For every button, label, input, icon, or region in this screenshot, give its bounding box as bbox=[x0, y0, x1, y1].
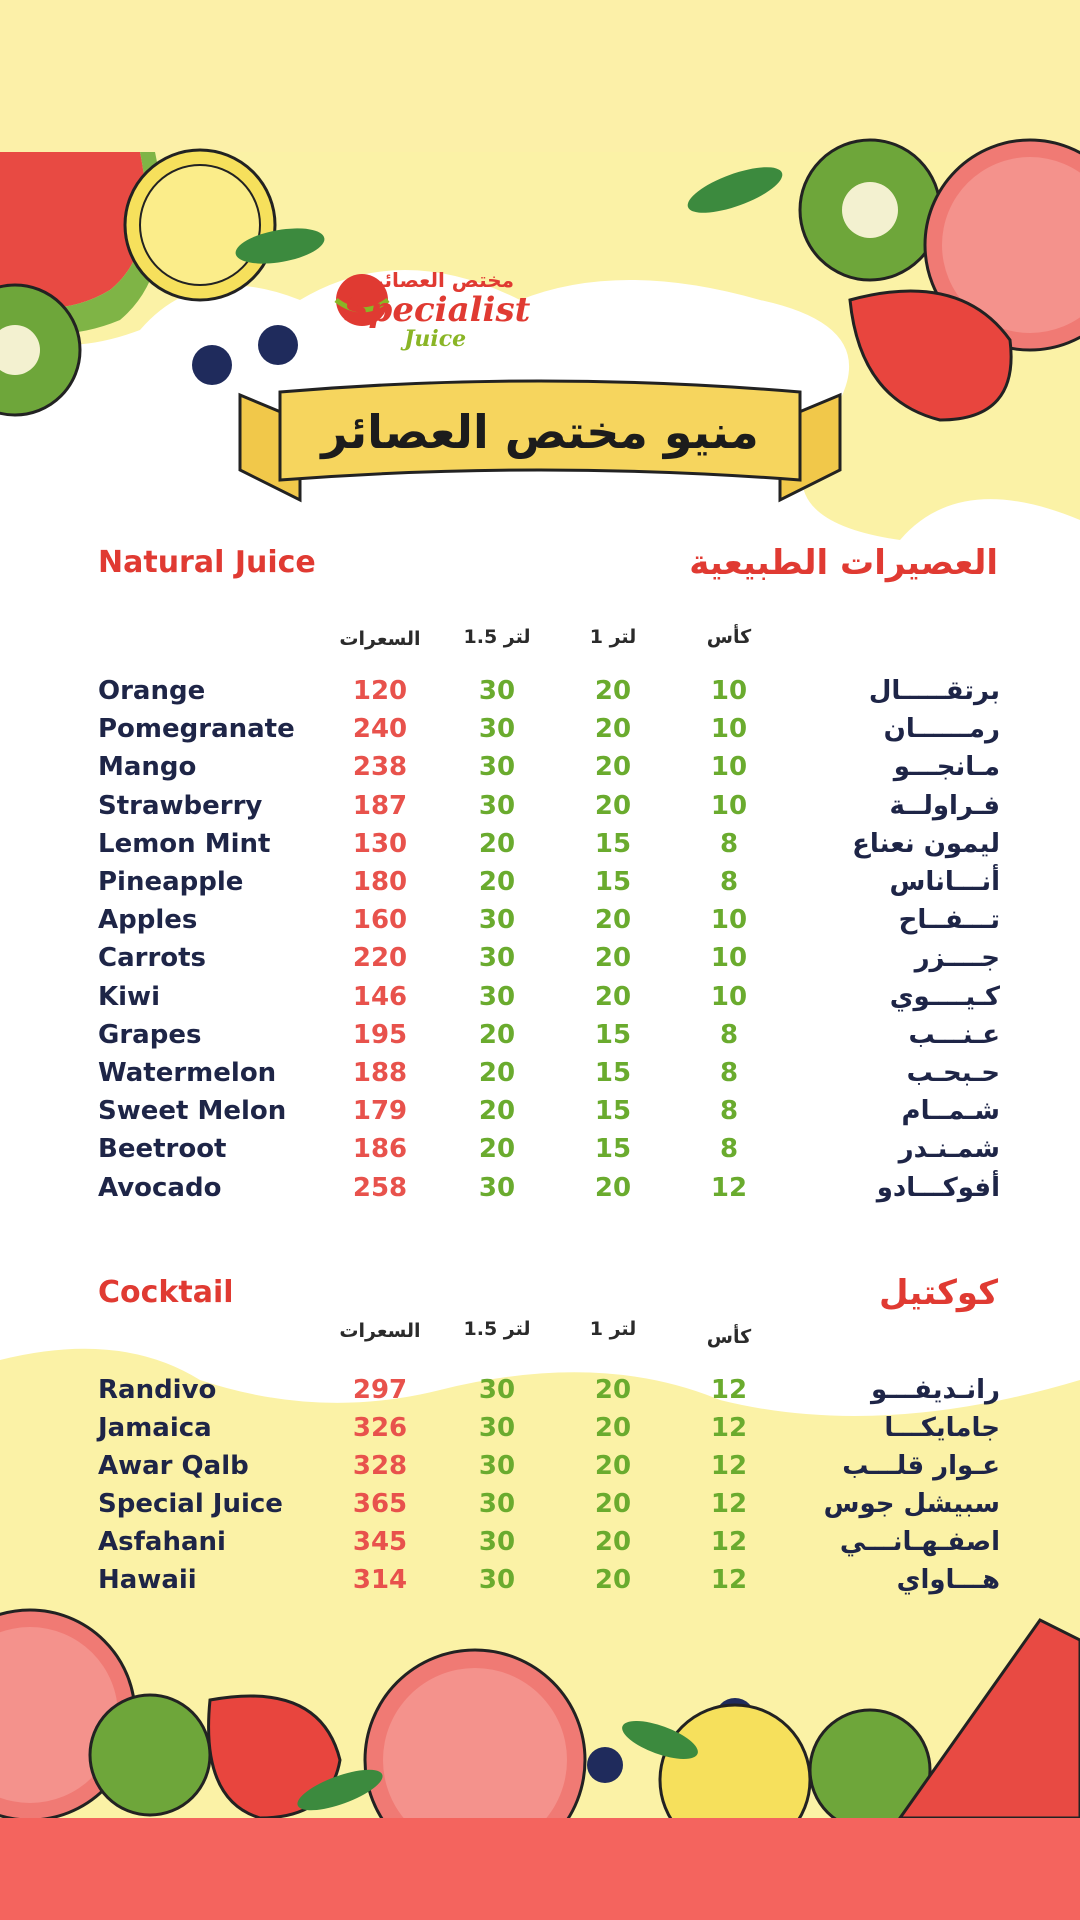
natural-juice-heading-ar: العصيرات الطبيعية bbox=[689, 543, 998, 583]
menu-row bbox=[0, 901, 1080, 939]
menu-row bbox=[0, 1130, 1080, 1168]
menu-row bbox=[0, 939, 1080, 977]
item-name-en: Awar Qalb bbox=[98, 1451, 249, 1481]
item-price-cup: 10 bbox=[710, 676, 748, 706]
item-name-en: Sweet Melon bbox=[98, 1096, 287, 1127]
item-calories: 314 bbox=[352, 1565, 408, 1595]
item-price-1-5-liter: 30 bbox=[478, 1489, 516, 1519]
item-price-1-liter: 20 bbox=[594, 1527, 632, 1557]
col-header-1-liter: 1 لتر bbox=[589, 1318, 637, 1340]
item-name-en: Apples bbox=[98, 905, 198, 936]
item-name-en: Beetroot bbox=[98, 1134, 227, 1165]
item-price-1-liter: 20 bbox=[594, 676, 632, 706]
item-name-en: Orange bbox=[98, 676, 206, 706]
item-price-1-liter: 15 bbox=[594, 867, 632, 897]
item-price-1-liter: 15 bbox=[594, 1019, 632, 1050]
menu-row bbox=[0, 978, 1080, 1016]
item-name-ar: جــــزر bbox=[914, 943, 1000, 974]
item-name-ar: تـــفــاح bbox=[898, 905, 1000, 936]
item-name-en: Pineapple bbox=[98, 867, 244, 897]
item-price-1-liter: 20 bbox=[594, 943, 632, 974]
menu-row bbox=[0, 1092, 1080, 1130]
item-name-en: Lemon Mint bbox=[98, 828, 271, 859]
item-calories: 187 bbox=[352, 790, 408, 821]
item-price-1-5-liter: 20 bbox=[478, 1019, 516, 1050]
item-calories: 220 bbox=[352, 943, 408, 974]
item-price-1-liter: 20 bbox=[594, 981, 632, 1012]
bottom-band bbox=[0, 1818, 1080, 1920]
item-calories: 328 bbox=[352, 1451, 408, 1481]
item-calories: 195 bbox=[352, 1019, 408, 1050]
item-calories: 258 bbox=[352, 1172, 408, 1203]
item-name-ar: رمــــــان bbox=[883, 714, 1000, 745]
brand-arabic-name: مختص العصائر bbox=[372, 268, 515, 292]
item-price-cup: 8 bbox=[719, 1019, 739, 1050]
item-price-1-5-liter: 30 bbox=[478, 752, 516, 783]
item-name-en: Watermelon bbox=[98, 1058, 277, 1088]
item-name-ar: ليمون نعناع bbox=[852, 828, 1000, 859]
item-price-cup: 10 bbox=[710, 905, 748, 936]
item-name-en: Grapes bbox=[98, 1019, 202, 1050]
item-name-en: Carrots bbox=[98, 943, 207, 974]
col-header-calories: السعرات bbox=[339, 628, 421, 650]
item-name-en: Jamaica bbox=[98, 1413, 212, 1443]
item-price-1-5-liter: 20 bbox=[478, 867, 516, 897]
item-name-ar: هـــاواي bbox=[896, 1565, 1000, 1595]
item-name-en: Hawaii bbox=[98, 1565, 197, 1595]
item-calories: 180 bbox=[352, 867, 408, 897]
item-price-cup: 12 bbox=[710, 1489, 748, 1519]
item-price-1-5-liter: 30 bbox=[478, 1527, 516, 1557]
item-name-en: Mango bbox=[98, 752, 197, 783]
item-price-1-5-liter: 20 bbox=[478, 828, 516, 859]
item-calories: 179 bbox=[352, 1096, 408, 1127]
item-price-1-liter: 20 bbox=[594, 905, 632, 936]
item-price-1-5-liter: 30 bbox=[478, 1565, 516, 1595]
item-price-cup: 12 bbox=[710, 1565, 748, 1595]
item-calories: 186 bbox=[352, 1134, 408, 1165]
menu-row bbox=[0, 1447, 1080, 1485]
item-calories: 365 bbox=[352, 1489, 408, 1519]
item-name-ar: عـنـــب bbox=[908, 1019, 1000, 1050]
item-price-cup: 10 bbox=[710, 943, 748, 974]
col-header-1-liter: 1 لتر bbox=[589, 626, 637, 648]
item-price-cup: 12 bbox=[710, 1375, 748, 1405]
menu-banner-title: منيو مختص العصائر bbox=[321, 405, 759, 459]
item-price-cup: 8 bbox=[719, 867, 739, 897]
item-price-1-liter: 15 bbox=[594, 1058, 632, 1088]
item-price-cup: 8 bbox=[719, 1134, 739, 1165]
item-price-cup: 8 bbox=[719, 828, 739, 859]
item-price-cup: 8 bbox=[719, 1096, 739, 1127]
cocktail-heading-ar: كوكتيل bbox=[879, 1273, 998, 1313]
item-price-cup: 10 bbox=[710, 981, 748, 1012]
item-price-1-5-liter: 30 bbox=[478, 714, 516, 745]
item-price-1-5-liter: 30 bbox=[478, 943, 516, 974]
menu-row bbox=[0, 672, 1080, 710]
col-header-cup: كأس bbox=[706, 626, 752, 648]
item-calories: 160 bbox=[352, 905, 408, 936]
item-name-ar: اصفـهـانـــي bbox=[839, 1527, 1000, 1557]
item-name-ar: أنـــاناس bbox=[889, 867, 1000, 897]
item-price-cup: 10 bbox=[710, 752, 748, 783]
item-name-en: Randivo bbox=[98, 1375, 217, 1405]
brand-english-name: Specialist bbox=[344, 290, 531, 330]
item-calories: 188 bbox=[352, 1058, 408, 1088]
item-price-cup: 12 bbox=[710, 1527, 748, 1557]
item-price-cup: 8 bbox=[719, 1058, 739, 1088]
item-name-en: Kiwi bbox=[98, 981, 160, 1012]
cocktail-heading: Cocktail bbox=[98, 1275, 234, 1310]
item-name-ar: مـانجـــو bbox=[893, 752, 1000, 783]
menu-row bbox=[0, 825, 1080, 863]
item-calories: 326 bbox=[352, 1413, 408, 1443]
item-name-en: Pomegranate bbox=[98, 714, 295, 745]
col-header-cup: كأس bbox=[706, 1326, 752, 1348]
menu-row bbox=[0, 787, 1080, 825]
col-header-1-5-liter: 1.5 لتر bbox=[463, 626, 531, 648]
item-price-cup: 12 bbox=[710, 1172, 748, 1203]
item-name-ar: حـبحـب bbox=[906, 1058, 1000, 1088]
item-price-1-liter: 20 bbox=[594, 714, 632, 745]
item-price-1-liter: 20 bbox=[594, 1413, 632, 1443]
item-price-1-5-liter: 30 bbox=[478, 790, 516, 821]
item-calories: 130 bbox=[352, 828, 408, 859]
item-name-ar: فـراولــة bbox=[889, 790, 1000, 821]
item-price-1-liter: 20 bbox=[594, 1172, 632, 1203]
menu-row bbox=[0, 1523, 1080, 1561]
menu-row bbox=[0, 1485, 1080, 1523]
item-price-cup: 10 bbox=[710, 790, 748, 821]
item-price-1-liter: 20 bbox=[594, 1451, 632, 1481]
natural-juice-heading: Natural Juice bbox=[98, 545, 316, 580]
item-price-1-5-liter: 20 bbox=[478, 1058, 516, 1088]
item-price-1-5-liter: 30 bbox=[478, 1375, 516, 1405]
item-calories: 297 bbox=[352, 1375, 408, 1405]
item-price-1-liter: 20 bbox=[594, 790, 632, 821]
item-price-1-liter: 20 bbox=[594, 1565, 632, 1595]
menu-row bbox=[0, 863, 1080, 901]
item-calories: 238 bbox=[352, 752, 408, 783]
item-name-ar: كـيــــوي bbox=[889, 981, 1000, 1012]
item-name-ar: عـوار قلـــب bbox=[842, 1451, 1000, 1481]
item-price-cup: 12 bbox=[710, 1451, 748, 1481]
item-calories: 120 bbox=[352, 676, 408, 706]
item-name-en: Strawberry bbox=[98, 790, 263, 821]
menu-row bbox=[0, 748, 1080, 786]
item-name-ar: جامايكـــا bbox=[884, 1413, 1000, 1443]
menu-row bbox=[0, 1371, 1080, 1409]
item-name-ar: شمـنـدر bbox=[898, 1134, 1000, 1165]
item-name-ar: شـمــام bbox=[901, 1096, 1000, 1127]
menu-row bbox=[0, 1561, 1080, 1599]
item-calories: 146 bbox=[352, 981, 408, 1012]
item-calories: 240 bbox=[352, 714, 408, 745]
menu-row bbox=[0, 1169, 1080, 1207]
item-price-1-liter: 20 bbox=[594, 1375, 632, 1405]
item-price-1-5-liter: 20 bbox=[478, 1134, 516, 1165]
menu-row bbox=[0, 710, 1080, 748]
item-price-cup: 10 bbox=[710, 714, 748, 745]
item-price-1-liter: 15 bbox=[594, 1134, 632, 1165]
item-price-1-5-liter: 30 bbox=[478, 1451, 516, 1481]
item-price-1-5-liter: 30 bbox=[478, 1172, 516, 1203]
item-price-1-5-liter: 20 bbox=[478, 1096, 516, 1127]
item-price-cup: 12 bbox=[710, 1413, 748, 1443]
item-name-ar: رانـديفـــو bbox=[871, 1375, 1000, 1405]
menu-row bbox=[0, 1409, 1080, 1447]
item-name-en: Special Juice bbox=[98, 1489, 283, 1519]
item-name-en: Asfahani bbox=[98, 1527, 226, 1557]
item-name-ar: أفوكـــادو bbox=[876, 1172, 1000, 1203]
item-price-1-5-liter: 30 bbox=[478, 905, 516, 936]
item-price-1-5-liter: 30 bbox=[478, 676, 516, 706]
item-name-ar: سبيشل جوس bbox=[823, 1489, 1000, 1519]
item-price-1-liter: 15 bbox=[594, 1096, 632, 1127]
item-price-1-liter: 15 bbox=[594, 828, 632, 859]
col-header-1-5-liter: 1.5 لتر bbox=[463, 1318, 531, 1340]
menu-row bbox=[0, 1054, 1080, 1092]
item-calories: 345 bbox=[352, 1527, 408, 1557]
item-price-1-liter: 20 bbox=[594, 1489, 632, 1519]
item-name-en: Avocado bbox=[98, 1172, 222, 1203]
col-header-calories: السعرات bbox=[339, 1320, 421, 1342]
item-price-1-liter: 20 bbox=[594, 752, 632, 783]
item-price-1-5-liter: 30 bbox=[478, 1413, 516, 1443]
brand-english-subname: Juice bbox=[404, 326, 467, 352]
menu-row bbox=[0, 1016, 1080, 1054]
item-name-ar: برتقـــــال bbox=[868, 676, 1000, 706]
item-price-1-5-liter: 30 bbox=[478, 981, 516, 1012]
